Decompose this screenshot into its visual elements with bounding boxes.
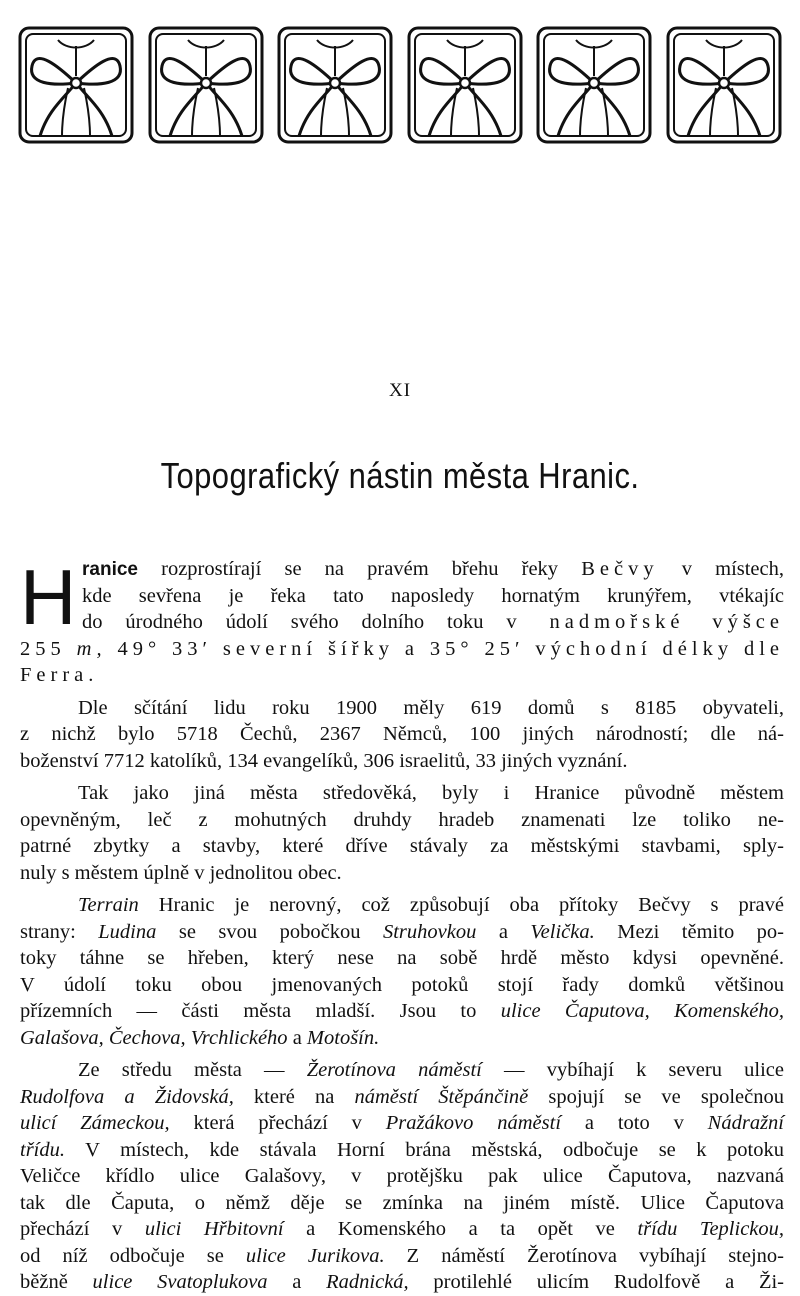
text-span: Mezi těmito po- [594,920,784,943]
text-line [20,919,784,946]
italic-text: m, [76,637,107,660]
text-span: 49° 33′ severní šířky a 35° 25′ východní délky dle [106,637,785,660]
text-line [20,1137,784,1164]
spaced-text: Bečvy [581,558,659,580]
text-line: patrné zbytky a stavby, které dříve stávaly za městskými stavbami, sply- [20,835,784,857]
text-line: boženství 7712 katolíků, 134 evangelíků, 306 israelitů, 33 jiných vyznání. [20,749,628,772]
text-span: a [287,1026,307,1049]
text-line [20,556,784,583]
text-span: a Komenského a ta opět ve [283,1218,638,1240]
text-span: běžně [20,1271,93,1293]
text-span: Hranic je nerovný, což způsobují oba přítoky Bečvy s pravé [138,894,784,916]
text-line [20,609,784,636]
text-span: které na [233,1085,355,1108]
text-span: a toto v [561,1112,708,1134]
ornament-tile-2 [148,26,264,144]
text-span: a [267,1271,327,1293]
ornament-tile-6 [666,26,782,144]
text-span: která přechází v [169,1112,386,1134]
text-line [20,892,784,919]
text-span: Ze středu města — [78,1059,307,1081]
text-span: strany: [20,920,99,943]
italic-text: Velička. [530,920,595,943]
ornament-tile-4 [407,26,523,144]
text-line: z nichž bylo 5718 Čechů, 2367 Němců, 100 jiných národností; dle ná- [20,723,784,745]
text-span: do úrodného údolí svého dolního toku [82,611,507,633]
italic-text: Ludina [98,920,157,943]
text-line: toky táhne se hřeben, který nese na sobě hrdě město kdysi opevněné. [20,947,784,969]
text-line: kde sevřena je řeka tato naposledy hornatým krunýřem, vtékajíc [82,584,784,607]
text-line [20,1025,784,1052]
spaced-text: v nadmořské výšce [506,611,785,633]
italic-text: ulice Svatoplukova [92,1271,268,1293]
text-line: Ferra. [20,664,99,686]
italic-text: třídu Teplickou, [637,1218,785,1240]
text-line: tak dle Čaputa, o němž děje se zmínka na jiném místě. Ulice Čaputova [20,1191,784,1214]
chapter-number: XI [388,380,412,401]
text-line [20,1057,784,1084]
text-line [20,1269,784,1296]
italic-text: Galašova, Čechova, Vrchlického [20,1026,288,1049]
text-line [20,998,784,1025]
italic-text: Radnická, [326,1271,409,1293]
italic-text: ulicí Zámeckou, [20,1112,170,1134]
page-title: Topografický nástin města Hranic. [160,455,640,496]
text-span: se svou pobočkou [156,920,383,943]
italic-text: ulice Jurikova. [245,1244,385,1267]
ornament-tile-3 [277,26,393,144]
text-line: Dle sčítání lidu roku 1900 měly 619 domů s 8185 obyvateli, [78,696,784,719]
text-line [20,636,784,663]
text-span: Z náměstí Žerotínova vybíhají stejno- [384,1244,784,1267]
text-line [20,1243,784,1270]
italic-text: Motošín. [306,1026,380,1049]
italic-text: Terrain [78,894,139,916]
text-line [20,1084,784,1111]
italic-text: Nádražní [707,1112,784,1134]
text-line [20,1216,784,1243]
italic-text: ulice Čaputova, Komenského, [500,1000,784,1022]
text-line: nuly s městem úplně v jednolitou obec. [20,861,342,884]
ornament-tile-1 [18,26,134,144]
italic-text: Rudolfova a Židovská, [20,1085,234,1108]
text-span: a [476,920,531,943]
text-line [20,1110,784,1137]
header-ornament-band [18,26,782,144]
text-line: V údolí toku obou jmenovaných potoků stojí řady domků většinou [20,973,784,996]
text-span: přízemních — části města mladší. Jsou to [20,1000,501,1022]
text-span: — vybíhají k severu ulice [481,1059,784,1081]
italic-text: ulici Hřbitovní [144,1218,284,1240]
ornament-tile-5 [536,26,652,144]
text-span: 255 [20,637,77,660]
italic-text: Struhovkou [382,920,477,943]
text-span: spojují se ve společnou [528,1085,784,1108]
text-span: rozprostírají se na pravém břehu řeky [137,558,582,580]
text-line: opevněným, leč z mohutných druhdy hradeb znamenati lze toliko ne- [20,808,784,831]
italic-text: Žerotínova náměstí [306,1059,482,1081]
text-span: protilehlé ulicím Rudolfově a Ži- [408,1271,784,1293]
text-span: v místech, [658,558,785,580]
italic-text: Pražákovo náměstí [385,1112,562,1134]
italic-text: náměstí Štěpánčině [354,1085,529,1108]
italic-text: třídu. [20,1138,65,1161]
text-line: Tak jako jiná města středověká, byly i Hranice původně městem [78,782,784,804]
drop-cap: H [20,553,77,641]
text-span: V místech, kde stávala Horní brána městská, odbočuje se k potoku [65,1138,784,1161]
lead-word: ranice [82,559,138,580]
text-line: Veličce křídlo ulice Galašovy, v protějšku pak ulice Čaputova, nazvaná [20,1165,784,1187]
text-span: přechází v [20,1218,145,1240]
body-text [20,553,785,1296]
text-span: od níž odbočuje se [20,1244,246,1267]
